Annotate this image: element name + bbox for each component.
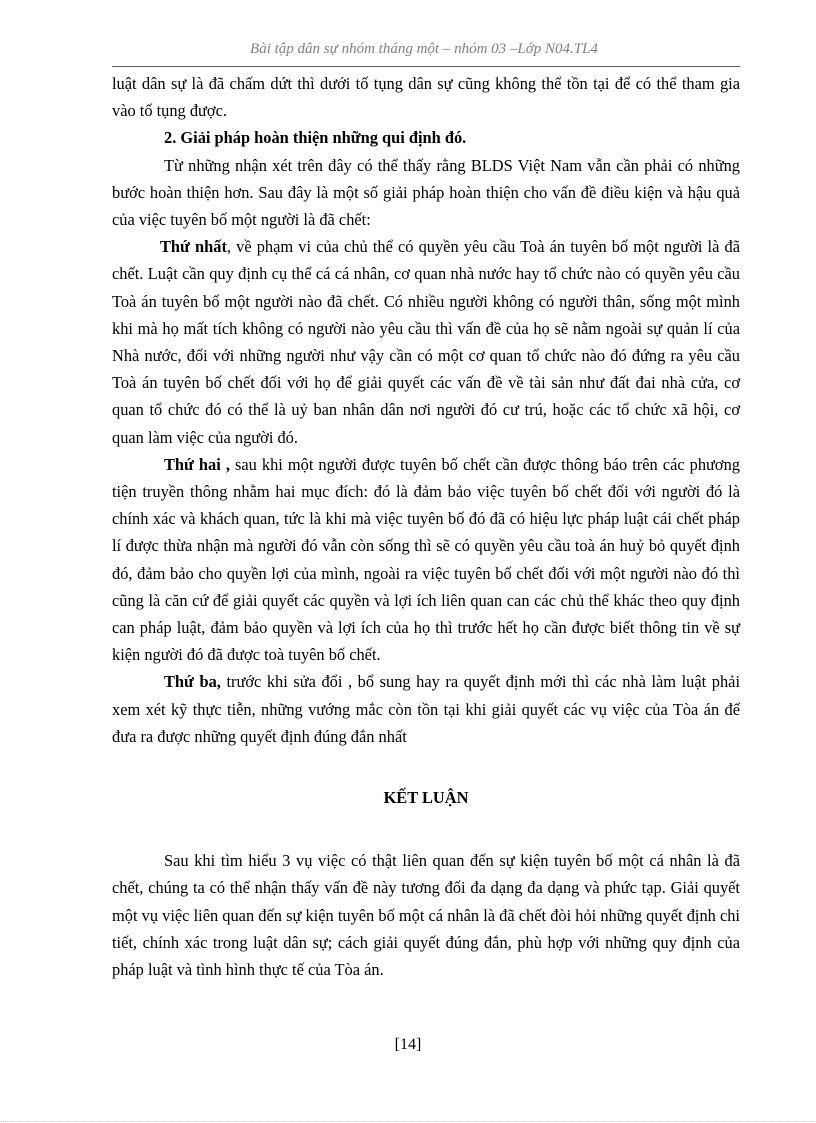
page-header — [112, 40, 736, 58]
page-number: [14] — [394, 1036, 422, 1053]
page-bottom-edge — [0, 1121, 816, 1122]
document-body — [112, 70, 740, 983]
header-divider — [112, 66, 740, 67]
header-text: Bài tập dân sự nhóm tháng một – nhóm 03 –Lớp N04.TL4 — [250, 41, 598, 57]
conclusion-heading: KẾT LUẬN — [383, 788, 469, 808]
first-solution-lead: Thứ nhất — [160, 237, 227, 257]
first-solution-text: , về phạm vi của chủ thể có quyền yêu cầu Toà án tuyên bố một người là đã chết. Luật cần quy định cụ thể cá cá nhân, cơ quan nhà nước hay tổ chức nào có quyền yêu cầu Toà án tuyên bố một người nào đã chết. Có nhiều người không có người thân, sống một mình khi mà họ mất tích không có người nào yêu cầu thì vấn đề của họ sẽ nằm ngoài sự quản lí của Nhà nước, đối với những người như vậy cần có một cơ quan tổ chức nào đó đứng ra yêu cầu Toà án tuyên bố chết đối với họ để giải quyết các vấn đề về tài sản như đất đai nhà cửa, cơ quan tổ chức đó có thể là uỷ ban nhân dân nơi người đó cư trú, hoặc các tổ chức xã hội, cơ quan làm việc của người đó. — [112, 237, 740, 447]
third-solution-lead: Thứ ba, — [164, 672, 221, 692]
paragraph-continued: luật dân sự là đã chấm dứt thì dưới tố tụng dân sự cũng không thể tồn tại để có thể tham gia vào tố tụng được. — [112, 74, 740, 121]
paragraph-second-solution — [112, 451, 740, 669]
second-solution-text: sau khi một người được tuyên bố chết cần được thông báo trên các phương tiện truyền thông nhằm hai mục đích: đó là đảm bảo việc tuyên bố chết đối với người đó là chính xác và khách quan, tức là khi mà việc tuyên bố đó đã có hiệu lực pháp luật cái chết pháp lí được thừa nhận mà người đó vẫn còn sống thì sẽ có quyền yêu cầu toà án huỷ bỏ quyết định đó, đảm bảo cho quyền lợi của mình, ngoài ra việc tuyên bố chết đối với một người nào đó thì cũng là căn cứ để giải quyết các quyền và lợi ích liên quan can các chủ thể khác theo quy định can pháp luật, đảm bảo quyền và lợi ích của họ thì trước hết họ cần được biết thông tin về sự kiện người đó đã được toà tuyên bố chết. — [112, 454, 740, 665]
paragraph-intro: Từ những nhận xét trên đây có thể thấy rằng BLDS Việt Nam vẫn cần phải có những bước hoàn thiện hơn. Sau đây là một số giải pháp hoàn thiện cho vấn đề điều kiện và hậu quả của việc tuyên bố một người là đã chết: — [112, 155, 740, 230]
paragraph-third-solution — [112, 668, 740, 750]
third-solution-text: trước khi sửa đổi , bổ sung hay ra quyết định mới thì các nhà làm luật phải xem xét kỹ thực tiễn, những vướng mắc còn tồn tại khi giải quyết các vụ việc của Tòa án để đưa ra được những quyết định đúng đắn nhất — [112, 672, 740, 746]
second-solution-lead: Thứ hai , — [164, 454, 230, 474]
section-heading: 2. Giải pháp hoàn thiện những qui định đó. — [164, 128, 467, 148]
paragraph-first-solution — [112, 233, 740, 451]
paragraph-conclusion: Sau khi tìm hiểu 3 vụ việc có thật liên quan đến sự kiện tuyên bố một cá nhân là đã chết, chúng ta có thể nhận thấy vấn đề này tương đối đa dạng đa dạng và phức tạp. Giải quyết một vụ việc liên quan đến sự kiện tuyên bố một cá nhân là đã chết đòi hỏi những quyết định chi tiết, chính xác trong luật dân sự; cách giải quyết đúng đắn, phù hợp với những quy định của pháp luật và tình hình thực tế của Tòa án. — [112, 851, 740, 980]
